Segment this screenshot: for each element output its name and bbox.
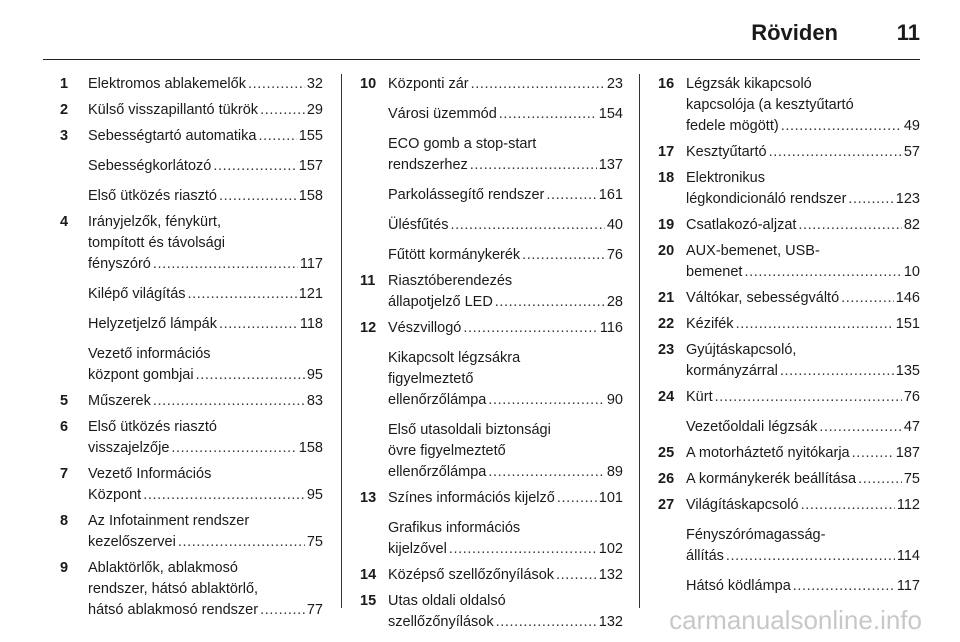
leader-dots — [471, 74, 605, 95]
index-entry[interactable] — [360, 591, 623, 633]
entry-number: 23 — [658, 342, 675, 358]
entry-page-ref[interactable]: 146 — [895, 290, 920, 306]
leader-dots — [499, 104, 597, 125]
entry-page-ref[interactable]: 82 — [903, 217, 920, 233]
index-entry[interactable] — [60, 344, 323, 386]
entry-number: 16 — [658, 76, 675, 92]
index-entry[interactable] — [360, 420, 623, 483]
index-entry[interactable] — [60, 464, 323, 506]
leader-dots — [188, 284, 297, 305]
entry-label: Fűtött kormánykerék — [388, 247, 521, 263]
entry-label: Parkolássegítő rendszer — [388, 187, 545, 203]
index-entry[interactable] — [60, 212, 323, 275]
entry-page-ref[interactable]: 155 — [298, 128, 323, 144]
entry-text-line: kapcsolója (a kesztyűtartó — [686, 97, 854, 113]
leader-dots — [781, 116, 902, 137]
entry-page-ref[interactable]: 157 — [298, 158, 323, 174]
entry-page-ref[interactable]: 132 — [598, 567, 623, 583]
entry-page-ref[interactable]: 89 — [606, 464, 623, 480]
leader-dots — [819, 417, 901, 438]
entry-page-ref[interactable]: 102 — [598, 541, 623, 557]
entry-label: Színes információs kijelző — [388, 490, 555, 506]
leader-dots — [219, 186, 297, 207]
entry-page-ref[interactable]: 137 — [598, 157, 623, 173]
index-entry[interactable] — [360, 104, 623, 125]
entry-label: bemenet — [686, 264, 743, 280]
leader-dots — [848, 189, 893, 210]
section-title: Röviden — [751, 20, 838, 45]
entry-page-ref[interactable]: 90 — [606, 392, 623, 408]
leader-dots — [852, 443, 894, 464]
entry-number: 26 — [658, 471, 675, 487]
index-entry[interactable] — [658, 241, 920, 283]
entry-text-line: Fényszórómagasság- — [686, 527, 826, 543]
entry-label: Központi zár — [388, 76, 469, 92]
leader-dots — [858, 469, 902, 490]
leader-dots — [736, 314, 894, 335]
entry-number: 10 — [360, 76, 377, 92]
entry-label: ellenőrzőlámpa — [388, 464, 487, 480]
entry-number: 27 — [658, 497, 675, 513]
leader-dots — [546, 185, 596, 206]
index-column-2 — [360, 74, 623, 638]
index-entry[interactable] — [658, 576, 920, 597]
leader-dots — [470, 155, 597, 176]
entry-label: visszajelzője — [88, 440, 170, 456]
index-entry[interactable] — [60, 284, 323, 305]
entry-number: 8 — [60, 513, 69, 529]
leader-dots — [171, 438, 296, 459]
index-entry[interactable] — [658, 525, 920, 567]
leader-dots — [556, 565, 597, 586]
index-entry[interactable] — [658, 469, 920, 490]
entry-text-line: figyelmeztető — [388, 371, 474, 387]
entry-label: A kormánykerék beállítása — [686, 471, 857, 487]
entry-page-ref[interactable]: 76 — [903, 389, 920, 405]
entry-number: 11 — [360, 273, 376, 289]
entry-text-line: Elektronikus — [686, 170, 765, 186]
entry-label: Központ — [88, 487, 142, 503]
index-entry[interactable] — [658, 168, 920, 210]
entry-page-ref[interactable]: 121 — [298, 286, 323, 302]
index-entry[interactable] — [60, 126, 323, 147]
entry-label: Kézifék — [686, 316, 734, 332]
leader-dots — [153, 254, 298, 275]
entry-label: fényszóró — [88, 256, 151, 272]
column-divider — [639, 74, 640, 608]
entry-text-line: AUX-bemenet, USB- — [686, 243, 820, 259]
leader-dots — [726, 546, 895, 567]
leader-dots — [153, 391, 305, 412]
entry-page-ref[interactable]: 117 — [896, 578, 920, 594]
leader-dots — [557, 488, 597, 509]
entry-text-line: Az Infotainment rendszer — [88, 513, 250, 529]
entry-number: 24 — [658, 389, 675, 405]
index-entry[interactable] — [360, 348, 623, 411]
entry-number: 2 — [60, 102, 69, 118]
entry-page-ref[interactable]: 95 — [306, 487, 323, 503]
index-entry[interactable] — [658, 142, 920, 163]
leader-dots — [798, 215, 901, 236]
entry-text-line: tompított és távolsági — [88, 235, 226, 251]
entry-text-line: Ablaktörlők, ablakmosó — [88, 560, 238, 576]
entry-label: Hátsó ködlámpa — [686, 578, 791, 594]
entry-label: Sebességtartó automatika — [88, 128, 257, 144]
page-header — [0, 0, 960, 58]
entry-text-line: Gyújtáskapcsoló, — [686, 342, 797, 358]
entry-page-ref[interactable]: 117 — [299, 256, 323, 272]
leader-dots — [143, 485, 305, 506]
entry-label: Helyzetjelző lámpák — [88, 316, 217, 332]
entry-label: légkondicionáló rendszer — [686, 191, 847, 207]
entry-label: kormányzárral — [686, 363, 778, 379]
leader-dots — [219, 314, 298, 335]
entry-page-ref[interactable]: 75 — [306, 534, 323, 550]
entry-page-ref[interactable]: 158 — [298, 440, 323, 456]
entry-page-ref[interactable]: 116 — [599, 320, 623, 336]
entry-page-ref[interactable]: 151 — [895, 316, 920, 332]
leader-dots — [449, 539, 597, 560]
entry-page-ref[interactable]: 76 — [606, 247, 623, 263]
entry-page-ref[interactable]: 158 — [298, 188, 323, 204]
index-entry[interactable] — [658, 74, 920, 137]
entry-text-line: Első utasoldali biztonsági — [388, 422, 551, 438]
entry-text-line: övre figyelmeztető — [388, 443, 506, 459]
leader-dots — [488, 462, 605, 483]
entry-page-ref[interactable]: 77 — [306, 602, 323, 618]
watermark: carmanualsonline.info — [669, 605, 922, 635]
index-entry[interactable] — [658, 417, 920, 438]
index-entry[interactable] — [360, 488, 623, 509]
index-entry[interactable] — [658, 215, 920, 236]
entry-page-ref[interactable]: 23 — [606, 76, 623, 92]
entry-number: 21 — [658, 290, 675, 306]
page-number: 11 — [896, 20, 920, 45]
entry-page-ref[interactable]: 10 — [903, 264, 920, 280]
entry-page-ref[interactable]: 47 — [903, 419, 920, 435]
entry-text-line: Kikapcsolt légzsákra — [388, 350, 521, 366]
index-entry[interactable] — [60, 156, 323, 177]
entry-page-ref[interactable]: 114 — [896, 548, 920, 564]
index-entry[interactable] — [360, 518, 623, 560]
entry-number: 14 — [360, 567, 377, 583]
entry-label: Ülésfűtés — [388, 217, 449, 233]
leader-dots — [793, 576, 895, 597]
index-entry[interactable] — [60, 74, 323, 95]
entry-page-ref[interactable]: 28 — [606, 294, 623, 310]
leader-dots — [213, 156, 296, 177]
index-column-3 — [658, 74, 920, 602]
entry-number: 12 — [360, 320, 377, 336]
entry-label: Kesztyűtartó — [686, 144, 767, 160]
leader-dots — [258, 126, 296, 147]
entry-number: 13 — [360, 490, 377, 506]
index-entry[interactable] — [60, 391, 323, 412]
leader-dots — [769, 142, 902, 163]
entry-label: Műszerek — [88, 393, 151, 409]
header-rule — [43, 59, 920, 60]
entry-label: kezelőszervei — [88, 534, 176, 550]
entry-number: 4 — [60, 214, 69, 230]
entry-page-ref[interactable]: 161 — [598, 187, 623, 203]
entry-number: 3 — [60, 128, 69, 144]
entry-label: kijelzővel — [388, 541, 447, 557]
entry-label: Elektromos ablakemelők — [88, 76, 246, 92]
index-entry[interactable] — [360, 271, 623, 313]
entry-label: A motorháztető nyitókarja — [686, 445, 850, 461]
entry-label: Csatlakozó-aljzat — [686, 217, 797, 233]
entry-number: 1 — [60, 76, 69, 92]
index-entry[interactable] — [658, 495, 920, 516]
entry-label: szellőzőnyílások — [388, 614, 494, 630]
index-entry[interactable] — [60, 417, 323, 459]
index-entry[interactable] — [60, 186, 323, 207]
entry-page-ref[interactable]: 75 — [903, 471, 920, 487]
index-entry[interactable] — [60, 314, 323, 335]
leader-dots — [841, 288, 894, 309]
entry-number: 25 — [658, 445, 675, 461]
leader-dots — [178, 532, 305, 553]
entry-page-ref[interactable]: 57 — [903, 144, 920, 160]
entry-text-line: Vezető Információs — [88, 466, 212, 482]
index-entry[interactable] — [360, 318, 623, 339]
entry-label: Vezetőoldali légzsák — [686, 419, 818, 435]
index-entry[interactable] — [658, 387, 920, 408]
entry-label: állapotjelző LED — [388, 294, 493, 310]
entry-number: 6 — [60, 419, 69, 435]
entry-page-ref[interactable]: 187 — [895, 445, 920, 461]
leader-dots — [495, 292, 605, 313]
index-entry[interactable] — [60, 100, 323, 121]
entry-text-line: Utas oldali oldalsó — [388, 593, 506, 609]
entry-page-ref[interactable]: 135 — [895, 363, 920, 379]
entry-number: 9 — [60, 560, 69, 576]
entry-label: Első ütközés riasztó — [88, 188, 217, 204]
leader-dots — [744, 262, 901, 283]
entry-label: Középső szellőzőnyílások — [388, 567, 555, 583]
index-entry[interactable] — [658, 340, 920, 382]
entry-label: Külső visszapillantó tükrök — [88, 102, 259, 118]
index-entry[interactable] — [60, 558, 323, 621]
entry-page-ref[interactable]: 83 — [306, 393, 323, 409]
entry-label: Kürt — [686, 389, 713, 405]
index-entry[interactable] — [360, 245, 623, 266]
entry-page-ref[interactable]: 112 — [896, 497, 920, 513]
leader-dots — [248, 74, 305, 95]
index-column-1 — [60, 74, 323, 626]
entry-label: központ gombjai — [88, 367, 194, 383]
entry-text-line: Vezető információs — [88, 346, 211, 362]
entry-label: Városi üzemmód — [388, 106, 497, 122]
leader-dots — [522, 245, 605, 266]
entry-number: 19 — [658, 217, 675, 233]
entry-text-line: Első ütközés riasztó — [88, 419, 217, 435]
index-entry[interactable] — [60, 511, 323, 553]
column-divider — [341, 74, 342, 608]
entry-text-line: ECO gomb a stop-start — [388, 136, 537, 152]
entry-page-ref[interactable]: 32 — [306, 76, 323, 92]
entry-label: Kilépő világítás — [88, 286, 186, 302]
leader-dots — [196, 365, 305, 386]
entry-page-ref[interactable]: 40 — [606, 217, 623, 233]
entry-number: 7 — [60, 466, 69, 482]
leader-dots — [780, 361, 894, 382]
leader-dots — [496, 612, 597, 633]
entry-label: ellenőrzőlámpa — [388, 392, 487, 408]
entry-label: Sebességkorlátozó — [88, 158, 212, 174]
entry-page-ref[interactable]: 118 — [299, 316, 323, 332]
entry-page-ref[interactable]: 49 — [903, 118, 920, 134]
index-entry[interactable] — [658, 288, 920, 309]
entry-text-line: rendszer, hátsó ablaktörlő, — [88, 581, 259, 597]
index-entry[interactable] — [360, 565, 623, 586]
index-entry[interactable] — [658, 443, 920, 464]
leader-dots — [260, 600, 305, 621]
entry-label: Váltókar, sebességváltó — [686, 290, 840, 306]
entry-page-ref[interactable]: 123 — [895, 191, 920, 207]
leader-dots — [260, 100, 305, 121]
entry-label: Világításkapcsoló — [686, 497, 799, 513]
entry-text-line: Irányjelzők, fénykürt, — [88, 214, 221, 230]
entry-label: rendszerhez — [388, 157, 468, 173]
leader-dots — [488, 390, 605, 411]
entry-label: fedele mögött) — [686, 118, 779, 134]
entry-number: 5 — [60, 393, 69, 409]
leader-dots — [801, 495, 895, 516]
leader-dots — [715, 387, 902, 408]
index-entry[interactable] — [360, 74, 623, 95]
entry-text-line: Légzsák kikapcsoló — [686, 76, 812, 92]
entry-text-line: Grafikus információs — [388, 520, 521, 536]
index-entry[interactable] — [360, 134, 623, 176]
entry-page-ref[interactable]: 154 — [598, 106, 623, 122]
entry-number: 17 — [658, 144, 675, 160]
entry-page-ref[interactable]: 95 — [306, 367, 323, 383]
index-entry[interactable] — [360, 185, 623, 206]
entry-page-ref[interactable]: 101 — [598, 490, 623, 506]
entry-label: állítás — [686, 548, 724, 564]
entry-text-line: Riasztóberendezés — [388, 273, 513, 289]
leader-dots — [450, 215, 604, 236]
entry-label: Vészvillogó — [388, 320, 462, 336]
entry-number: 18 — [658, 170, 675, 186]
entry-number: 22 — [658, 316, 675, 332]
index-entry[interactable] — [360, 215, 623, 236]
entry-page-ref[interactable]: 29 — [306, 102, 323, 118]
entry-page-ref[interactable]: 132 — [598, 614, 623, 630]
entry-number: 15 — [360, 593, 377, 609]
entry-label: hátsó ablakmosó rendszer — [88, 602, 259, 618]
index-entry[interactable] — [658, 314, 920, 335]
leader-dots — [463, 318, 598, 339]
entry-number: 20 — [658, 243, 675, 259]
